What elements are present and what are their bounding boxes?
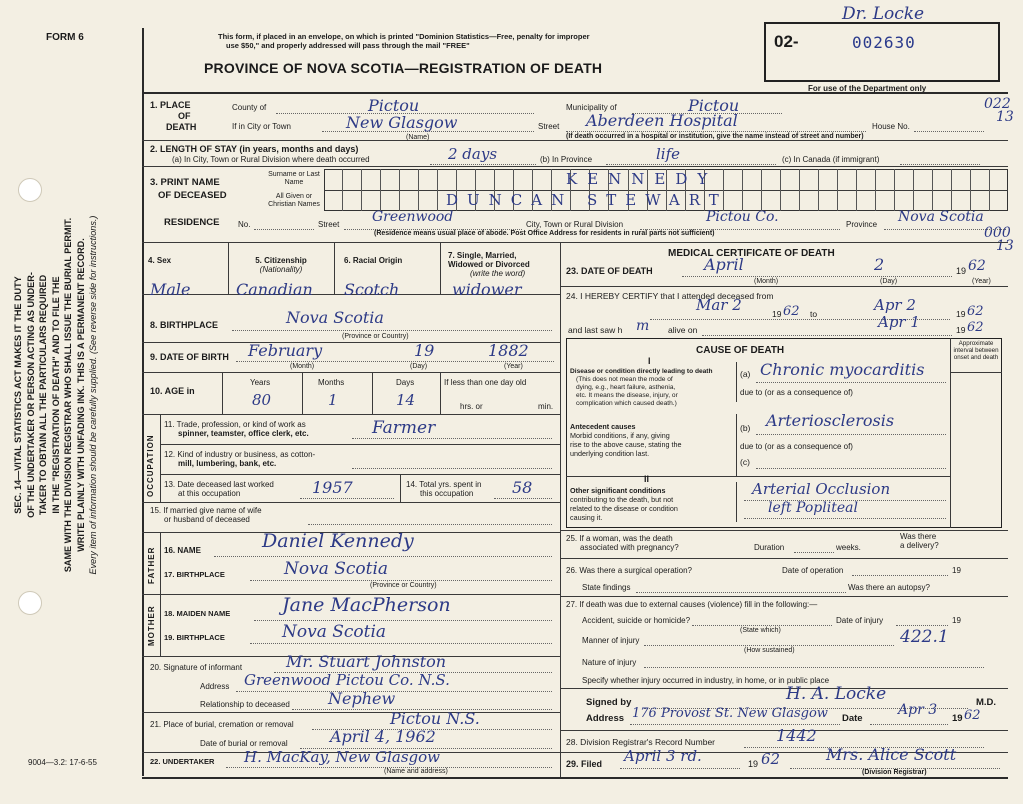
alive-on-line	[702, 335, 952, 336]
other-label-line: Other significant conditions	[570, 486, 666, 495]
interval-label-text: Approximate interval between onset and death	[953, 340, 999, 362]
surname-value: KENNEDY	[566, 170, 718, 188]
envelope-note-line: This form, if placed in an envelope, on which is printed "Dominion Statistics—Free, penalty for improper	[218, 32, 590, 41]
q27-state-which: (State which)	[740, 627, 781, 634]
given-names-label-text: All Given or Christian Names	[268, 193, 320, 209]
side-notice-line: SEC. 14—VITAL STATISTICS ACT MAKES IT THE DUTY	[13, 276, 23, 514]
hospital-note: (If death occurred in a hospital or institution, give the name instead of street and number)	[566, 133, 864, 140]
trade-label	[164, 420, 309, 438]
print-name-label-line: OF DECEASED	[158, 190, 227, 201]
q25-delivery-line: Was there	[900, 532, 937, 541]
residence-city-value: Pictou Co.	[706, 209, 779, 225]
q29-filed-value: April 3 rd.	[624, 747, 702, 765]
side-notice-line: OF THE UNDERTAKER OR PERSON ACTING AS UNDER-	[25, 272, 36, 518]
burial-place-value: Pictou N.S.	[390, 709, 480, 728]
burial-top-rule	[142, 712, 560, 713]
father-side-label: FATHER	[147, 546, 156, 584]
cause-c-line	[756, 468, 946, 469]
undertaker-caption: (Name and address)	[384, 768, 448, 775]
residence-province-value: Nova Scotia	[898, 209, 984, 225]
mother-maiden-value: Jane MacPherson	[282, 594, 451, 616]
total-years-line	[494, 498, 552, 499]
dob-day-value: 19	[414, 341, 435, 360]
residence-no-line	[254, 229, 314, 230]
signed-address-line	[630, 724, 840, 725]
form-title: PROVINCE OF NOVA SCOTIA—REGISTRATION OF DEATH	[204, 60, 603, 76]
last-worked-label	[164, 480, 274, 498]
print-name-label	[150, 176, 227, 202]
residence-street-value: Greenwood	[372, 209, 454, 225]
disease-label-line: dying, e.g., heart failure, asthenia,	[576, 384, 676, 391]
spouse-label-line: or husband of deceased	[164, 515, 250, 525]
frame-rule	[142, 166, 1008, 167]
antecedent-label-line: underlying condition last.	[570, 449, 650, 458]
envelope-note	[218, 33, 590, 50]
father-birthplace-caption: (Province or Country)	[370, 582, 437, 589]
residence-label: RESIDENCE	[164, 217, 220, 228]
occupation-bottom-rule	[142, 502, 560, 503]
attended-to-prefix: 19	[956, 309, 966, 319]
trade-line	[352, 438, 552, 439]
signed-by-label: Signed by	[586, 697, 632, 708]
q26-date-label: Date of operation	[782, 566, 844, 575]
birthplace-line	[232, 330, 552, 331]
surname-label-text: Surname or Last Name	[268, 171, 320, 187]
relationship-value: Nephew	[328, 689, 396, 708]
q26-autopsy-label: Was there an autopsy?	[848, 583, 930, 592]
antecedent-label-line: Antecedent causes	[570, 422, 636, 431]
stay-city-label: (a) In City, Town or Rural Division where death occurred	[172, 155, 370, 164]
age-divider	[302, 372, 303, 414]
signed-date-value: Apr 3	[898, 702, 938, 718]
interval-divider	[950, 338, 951, 528]
cause-c-tag: (c)	[740, 457, 750, 467]
side-notice	[12, 50, 100, 740]
occupation-rule	[160, 474, 560, 475]
place-label-line: 1. PLACE	[150, 100, 191, 110]
other-condition-value: left Popliteal	[768, 500, 858, 516]
death-year-caption: (Year)	[972, 278, 991, 285]
q29-year-value: 62	[761, 750, 781, 768]
surname-label	[266, 171, 322, 187]
cause-a-due-to: due to (or as a consequence of)	[740, 388, 853, 397]
age-months-label: Months	[318, 378, 345, 387]
total-years-label-line: 14. Total yrs. spent in	[406, 480, 482, 489]
top-annotation: Dr. Locke	[842, 4, 925, 24]
q25-label	[566, 534, 679, 552]
other-conditions-label	[570, 486, 678, 522]
mother-maiden-label: 18. MAIDEN NAME	[164, 609, 231, 618]
frame-center	[560, 242, 561, 778]
burial-date-value: April 4, 1962	[330, 727, 436, 746]
part-ii-label: II	[644, 474, 650, 484]
frame-rule	[142, 92, 1008, 94]
county-value: Pictou	[368, 96, 420, 115]
q28-value: 1442	[776, 726, 817, 745]
cause-a-value: Chronic myocarditis	[760, 360, 925, 379]
marital-label-line: 7. Single, Married,	[448, 251, 517, 260]
mother-side-label: MOTHER	[147, 605, 156, 646]
cause-b-line	[756, 434, 946, 435]
cause-a-tag: (a)	[740, 369, 751, 379]
father-name-line	[214, 556, 552, 557]
marital-value: widower	[452, 280, 522, 299]
last-worked-label-line: at this occupation	[178, 489, 241, 499]
antecedent-label-line: rise to the above cause, stating the	[570, 440, 682, 449]
q25-rule	[560, 530, 1008, 531]
disease-label-line: complication which caused death.)	[576, 400, 677, 407]
sex-label: 4. Sex	[148, 256, 172, 265]
age-days-label: Days	[396, 378, 415, 387]
informant-address-value: Greenwood Pictou Co. N.S.	[244, 671, 450, 689]
q26-rule	[560, 558, 1008, 559]
alive-on-value: Apr 1	[878, 313, 920, 331]
relationship-label: Relationship to deceased	[200, 700, 290, 709]
birthplace-caption: (Province or Country)	[342, 333, 409, 340]
house-number-label: House No.	[872, 122, 910, 131]
street-label: Street	[538, 122, 560, 131]
q25-weeks-label: weeks.	[836, 543, 861, 552]
spouse-label-line: 15. If married give name of wife	[150, 506, 262, 515]
other-label-line: related to the disease or condition	[570, 504, 678, 513]
age-years-label: Years	[250, 378, 271, 387]
q29-year-prefix: 19	[748, 759, 759, 769]
side-notice-line: Every item of information should be carefully supplied. (See reverse side for instructions.)	[88, 215, 98, 575]
q27-code-value: 422.1	[900, 627, 949, 647]
margin-code: 022	[984, 96, 1011, 112]
dob-label: 9. DATE OF BIRTH	[150, 352, 229, 362]
signed-by-value: H. A. Locke	[786, 684, 887, 704]
medical-heading: MEDICAL CERTIFICATE OF DEATH	[668, 248, 835, 259]
length-of-stay-label: 2. LENGTH OF STAY (in years, months and days)	[150, 144, 359, 154]
min-label: min.	[538, 402, 554, 411]
q29-registrar-caption: (Division Registrar)	[862, 769, 927, 776]
death-day-value: 2	[874, 255, 885, 274]
envelope-note-line: use $50," and properly addressed will pass through the mail "FREE"	[226, 40, 470, 50]
death-year-prefix: 19	[956, 266, 967, 276]
form-number: FORM 6	[46, 32, 84, 43]
marital-label	[448, 251, 530, 279]
trade-label-line: 11. Trade, profession, or kind of work as	[164, 420, 306, 429]
disease-label-line: (This does not mean the mode of	[576, 376, 673, 383]
attended-to-label: to	[810, 309, 818, 319]
alive-on-label: alive on	[668, 325, 698, 335]
age-divider	[440, 372, 441, 414]
occupation-top-rule	[142, 414, 560, 415]
mother-birthplace-value: Nova Scotia	[282, 622, 387, 642]
citizenship-value: Canadian	[236, 280, 313, 299]
attended-to-value: Apr 2	[874, 296, 916, 314]
q27-nature-label: Nature of injury	[582, 658, 637, 667]
municipality-value: Pictou	[688, 96, 740, 115]
death-date-line	[682, 276, 952, 277]
burial-date-label: Date of burial or removal	[200, 739, 288, 748]
margin-code: 000	[984, 225, 1011, 241]
side-notice-line: IN THE "REGISTRATION OF DEATH" AND TO FILE THE	[50, 276, 61, 514]
marital-label-line: Widowed or Divorced	[448, 260, 530, 270]
death-date-label: 23. DATE OF DEATH	[566, 266, 653, 276]
residence-street-label: Street	[318, 220, 340, 229]
father-name-label: 16. NAME	[164, 546, 201, 555]
birthplace-label: 8. BIRTHPLACE	[150, 320, 219, 330]
registration-prefix: 02-	[774, 32, 799, 51]
q27-accident-label: Accident, suicide or homicide?	[582, 616, 691, 625]
part-ii-rule	[566, 476, 950, 477]
q29-line	[620, 768, 740, 769]
stay-city-value: 2 days	[448, 145, 498, 163]
registration-number: 002630	[852, 33, 916, 52]
q25-delivery-label	[900, 532, 939, 550]
residence-province-line	[884, 229, 1006, 230]
stay-province-label: (b) In Province	[540, 155, 593, 164]
signed-year-prefix: 19	[952, 713, 963, 724]
informant-signature-label: 20. Signature of informant	[150, 663, 243, 672]
md-label: M.D.	[976, 697, 997, 708]
citizenship-label-line: 5. Citizenship	[255, 256, 307, 265]
cause-bracket	[736, 482, 737, 522]
city-name-caption: (Name)	[406, 134, 430, 141]
q27-sustained: (How sustained)	[744, 647, 795, 654]
side-notice-line: WRITE PLAINLY WITH UNFADING INK. THIS IS A PERMANENT RECORD.	[75, 238, 86, 552]
cause-bracket	[736, 362, 737, 402]
total-years-label-line: this occupation	[420, 489, 474, 499]
q26-date-line	[852, 575, 948, 576]
q25-duration-label: Duration	[754, 543, 785, 552]
signed-year-value: 62	[964, 708, 981, 723]
birthplace-value: Nova Scotia	[286, 308, 384, 327]
municipality-label: Municipality of	[566, 103, 617, 112]
other-label-line: causing it.	[570, 513, 603, 522]
racial-origin-label: 6. Racial Origin	[344, 256, 403, 265]
spouse-label	[150, 506, 262, 524]
q27-label: 27. If death was due to external causes (violence) fill in the following:—	[566, 600, 818, 609]
citizenship-label-sub: (Nationality)	[259, 265, 303, 275]
q27-manner-label: Manner of injury	[582, 636, 640, 645]
residence-note: (Residence means usual place of abode. Post Office Address for residents in rural parts not sufficient)	[374, 230, 715, 237]
interval-label	[952, 340, 1000, 361]
frame-rule	[142, 242, 1008, 243]
margin-code: 13	[996, 238, 1014, 254]
undertaker-value: H. MacKay, New Glasgow	[244, 748, 440, 766]
stay-city-line	[430, 164, 536, 165]
residence-city-label: City, Town or Rural Division	[526, 220, 624, 229]
street-line	[566, 131, 866, 132]
frame-bottom	[142, 777, 1008, 779]
q29-registrar-value: Mrs. Alice Scott	[826, 745, 957, 764]
q26-label: 26. Was there a surgical operation?	[566, 566, 692, 575]
personal-divider	[334, 242, 335, 294]
mother-birthplace-line	[250, 643, 552, 644]
signed-date-label: Date	[842, 713, 863, 724]
less-than-day-label: If less than one day old	[444, 378, 527, 387]
dob-month-caption: (Month)	[290, 363, 315, 370]
place-label-line: DEATH	[166, 122, 197, 132]
city-value: New Glasgow	[346, 113, 458, 132]
interval-header-rule	[950, 372, 1002, 373]
death-year-value: 62	[968, 258, 986, 274]
occupation-divider	[400, 474, 401, 502]
informant-signature-value: Mr. Stuart Johnston	[286, 652, 447, 671]
given-names-value: DUNCAN STEWART	[446, 191, 728, 209]
industry-line	[352, 468, 552, 469]
q25-duration-line	[794, 552, 834, 553]
occupation-side-divider	[160, 414, 161, 502]
signed-address-value: 176 Provost St. New Glasgow	[632, 706, 828, 721]
industry-label-line: mill, lumbering, bank, etc.	[178, 459, 277, 469]
trade-value: Farmer	[372, 418, 436, 438]
q26-findings-label: State findings	[582, 583, 631, 592]
age-label: 10. AGE in	[150, 386, 195, 396]
age-divider	[222, 372, 223, 414]
occupation-side-label: OCCUPATION	[146, 434, 155, 497]
mother-maiden-line	[254, 620, 552, 621]
q27-rule	[560, 596, 1008, 597]
part-i-label: I	[648, 356, 651, 366]
dob-line	[236, 361, 554, 362]
total-years-label	[406, 480, 481, 498]
house-number-line	[914, 131, 984, 132]
total-years-value: 58	[512, 478, 533, 497]
antecedent-label	[570, 422, 681, 458]
attended-from-value: Mar 2	[696, 296, 742, 314]
undertaker-label: 22. UNDERTAKER	[150, 757, 215, 766]
residence-no-label: No.	[238, 220, 251, 229]
attended-to-year: 62	[967, 304, 984, 319]
last-worked-value: 1957	[312, 478, 353, 497]
stay-canada-label: (c) In Canada (if immigrant)	[782, 155, 880, 164]
disease-label	[570, 368, 713, 408]
alive-on-prefix: 19	[956, 325, 966, 335]
industry-label-line: 12. Kind of industry or business, as cotton-	[164, 450, 316, 459]
last-saw-label: and last saw h	[568, 325, 623, 335]
attended-from-year: 62	[783, 304, 800, 319]
racial-origin-value: Scotch	[344, 280, 400, 299]
age-divider	[372, 372, 373, 414]
father-birthplace-value: Nova Scotia	[284, 559, 389, 579]
other-line	[744, 518, 946, 519]
alive-on-year: 62	[967, 320, 984, 335]
q25-label-line: 25. If a woman, was the death	[566, 534, 673, 543]
cause-a-line	[756, 382, 946, 383]
side-notice-line: SAME WITH THE DIVISION REGISTRAR WHO SHALL ISSUE THE BURIAL PERMIT.	[63, 217, 73, 573]
personal-divider	[228, 242, 229, 294]
personal-divider	[440, 242, 441, 294]
q29-label: 29. Filed	[566, 759, 603, 769]
informant-address-label: Address	[200, 682, 230, 691]
city-label: If in City or Town	[232, 122, 291, 131]
mother-birthplace-label: 19. BIRTHPLACE	[164, 633, 225, 642]
q27-year-prefix: 19	[952, 616, 961, 625]
age-rule	[142, 372, 560, 373]
side-notice-line: TAKER TO OBTAIN ALL THE PARTICULARS REQUIRED	[38, 274, 48, 516]
marital-label-line: (write the word)	[470, 269, 526, 279]
department-use-note: For use of the Department only	[808, 84, 927, 93]
citizenship-label	[236, 256, 326, 274]
dob-month-value: February	[248, 341, 323, 360]
death-month-caption: (Month)	[754, 278, 779, 285]
street-value: Aberdeen Hospital	[586, 111, 738, 130]
certify-rule	[560, 286, 1008, 287]
stay-canada-line	[900, 164, 980, 165]
age-years-value: 80	[252, 391, 272, 409]
q26-findings-line	[636, 592, 846, 593]
registration-number-box	[764, 22, 1000, 82]
dob-year-caption: (Year)	[504, 363, 523, 370]
age-days-value: 14	[396, 391, 416, 409]
signed-address-label: Address	[586, 713, 625, 724]
place-of-death-label	[150, 100, 196, 133]
q27-date-injury-line	[896, 625, 948, 626]
disease-label-line: Disease or condition directly leading to death	[570, 368, 713, 375]
other-condition-value: Arterial Occlusion	[752, 480, 891, 498]
last-worked-label-line: 13. Date deceased last worked	[164, 480, 274, 489]
death-month-value: April	[704, 255, 744, 274]
father-birthplace-line	[250, 580, 552, 581]
disease-label-line: etc. It means the disease, injury, or	[576, 392, 678, 399]
cause-b-value: Arteriosclerosis	[766, 411, 895, 430]
hrs-label: hrs. or	[460, 402, 483, 411]
other-label-line: contributing to the death, but not	[570, 495, 674, 504]
industry-label	[164, 450, 315, 468]
dob-year-value: 1882	[488, 341, 529, 360]
place-label-line: OF	[178, 111, 191, 121]
last-saw-suffix: m	[636, 318, 650, 334]
print-name-label-line: 3. PRINT NAME	[150, 177, 220, 188]
stay-province-line	[606, 164, 776, 165]
last-worked-line	[300, 498, 394, 499]
q25-label-line: associated with pregnancy?	[580, 543, 679, 553]
death-day-caption: (Day)	[880, 278, 898, 285]
cause-bracket	[736, 414, 737, 476]
given-names-label	[264, 193, 324, 209]
print-code: 9004—3.2: 17-6-55	[28, 758, 97, 767]
father-name-value: Daniel Kennedy	[262, 530, 414, 552]
q28-label: 28. Division Registrar's Record Number	[566, 737, 716, 747]
signed-rule	[560, 688, 1008, 689]
q25-delivery-line: a delivery?	[900, 541, 939, 551]
q26-year-prefix: 19	[952, 566, 961, 575]
burial-place-label: 21. Place of burial, cremation or removal	[150, 720, 294, 729]
spouse-line	[308, 524, 552, 525]
sex-value: Male	[150, 280, 191, 299]
cause-b-tag: (b)	[740, 423, 751, 433]
age-months-value: 1	[328, 391, 338, 409]
stay-province-value: life	[656, 145, 681, 163]
father-birthplace-label: 17. BIRTHPLACE	[164, 570, 225, 579]
margin-code: 13	[996, 109, 1014, 125]
certify-label: 24. I HEREBY CERTIFY that I attended deceased from	[566, 291, 774, 301]
occupation-rule	[160, 444, 560, 445]
trade-label-line: spinner, teamster, office clerk, etc.	[178, 429, 309, 439]
attended-from-prefix: 19	[772, 309, 782, 319]
q27-specify-label: Specify whether injury occurred in industry, in home, or in public place	[582, 676, 830, 685]
q27-nature-line	[644, 667, 984, 668]
residence-province-label: Province	[846, 220, 878, 229]
q27-accident-line	[692, 625, 832, 626]
cause-b-due-to: due to (or as a consequence of)	[740, 442, 853, 451]
q27-manner-line	[644, 645, 894, 646]
signed-date-line	[870, 724, 948, 725]
cause-heading: CAUSE OF DEATH	[696, 345, 785, 356]
antecedent-label-line: Morbid conditions, if any, giving	[570, 431, 670, 440]
q27-date-injury-label: Date of injury	[836, 616, 884, 625]
county-label: County of	[232, 103, 267, 112]
dob-day-caption: (Day)	[410, 363, 428, 370]
